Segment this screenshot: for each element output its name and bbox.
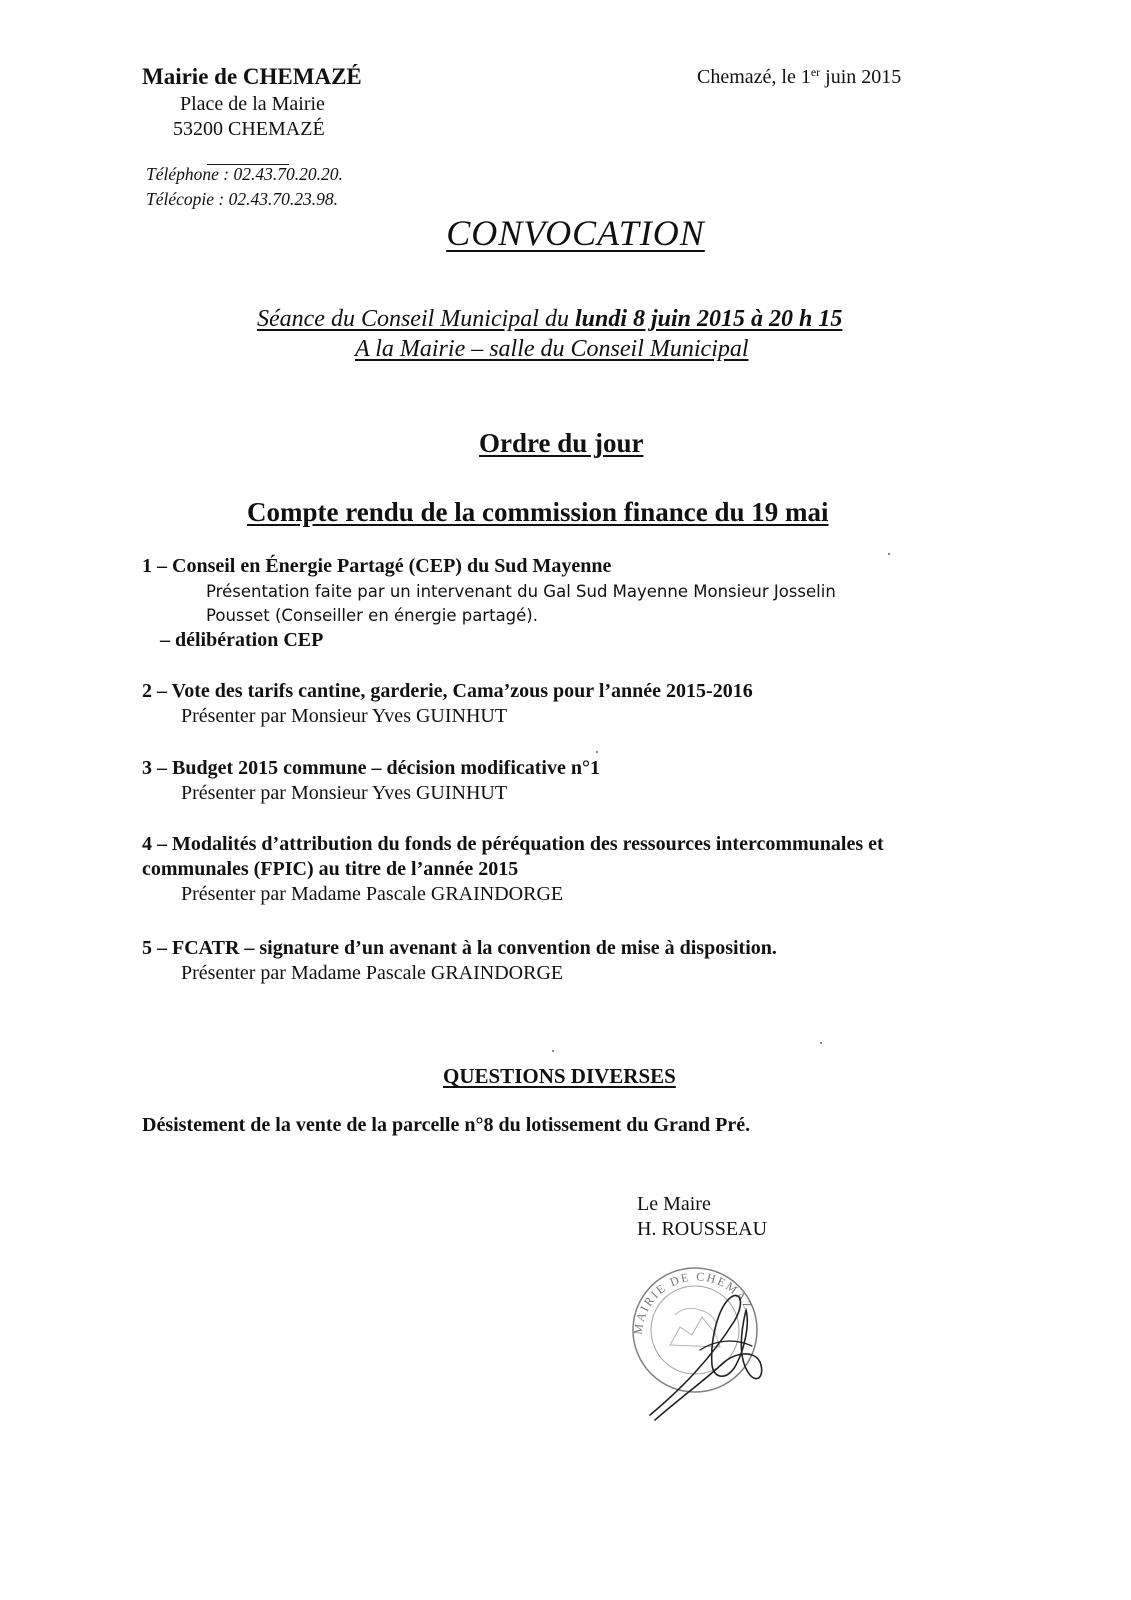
agenda-item-4-title-2: communales (FPIC) au titre de l’année 2015 <box>142 858 519 880</box>
scan-speck <box>820 1042 822 1044</box>
agenda-item-5-title: 5 – FCATR – signature d’un avenant à la convention de mise à disposition. <box>142 937 777 959</box>
agenda-item-2-title: 2 – Vote des tarifs cantine, garderie, Cama’zous pour l’année 2015-2016 <box>142 680 753 702</box>
date-suffix: juin 2015 <box>820 66 902 88</box>
scan-speck <box>888 553 890 555</box>
agenda-item-1-sub: – délibération CEP <box>160 629 324 651</box>
questions-heading: QUESTIONS DIVERSES <box>443 1064 676 1088</box>
meeting-line-1 <box>257 306 842 333</box>
agenda-item-1-title: 1 – Conseil en Énergie Partagé (CEP) du Sud Mayenne <box>142 555 612 577</box>
page-title: CONVOCATION <box>446 213 705 253</box>
stamp-text: MAIRIE DE CHEMAZE <box>615 1244 757 1336</box>
telephone: Téléphone : 02.43.70.20.20. <box>146 164 343 184</box>
date-superscript: er <box>810 64 821 79</box>
agenda-item-3-presenter: Présenter par Monsieur Yves GUINHUT <box>181 782 508 804</box>
signature-name: H. ROUSSEAU <box>637 1218 768 1240</box>
meeting-italic: Séance du Conseil Municipal du <box>257 306 575 332</box>
meeting-line-2: A la Mairie – salle du Conseil Municipal <box>355 336 749 362</box>
date-line <box>697 66 901 89</box>
org-name: Mairie de CHEMAZÉ <box>142 64 362 89</box>
address-line-2: 53200 CHEMAZÉ <box>173 118 325 140</box>
signature-role: Le Maire <box>637 1193 711 1215</box>
date-prefix: Chemazé, le 1 <box>697 66 811 88</box>
questions-text: Désistement de la vente de la parcelle n°8 du lotissement du Grand Pré. <box>142 1114 751 1136</box>
report-heading: Compte rendu de la commission finance du 19 mai <box>247 497 829 527</box>
agenda-item-5-presenter: Présenter par Madame Pascale GRAINDORGE <box>181 962 564 984</box>
scan-speck <box>596 751 598 753</box>
address-line-1: Place de la Mairie <box>180 93 325 115</box>
agenda-item-1-detail-2: Pousset (Conseiller en énergie partagé). <box>206 606 538 625</box>
handwritten-signature-icon <box>640 1280 780 1430</box>
agenda-item-3-title: 3 – Budget 2015 commune – décision modificative n°1 <box>142 757 600 779</box>
agenda-item-4-title-1: 4 – Modalités d’attribution du fonds de péréquation des ressources intercommunales et <box>142 833 884 855</box>
meeting-date: lundi 8 juin 2015 à 20 h 15 <box>574 306 843 332</box>
agenda-heading: Ordre du jour <box>479 428 644 458</box>
telecopie: Télécopie : 02.43.70.23.98. <box>146 189 338 209</box>
agenda-item-4-presenter: Présenter par Madame Pascale GRAINDORGE <box>181 883 564 905</box>
agenda-item-1-detail-1: Présentation faite par un intervenant du Gal Sud Mayenne Monsieur Josselin <box>206 582 836 601</box>
agenda-item-2-presenter: Présenter par Monsieur Yves GUINHUT <box>181 705 508 727</box>
scan-speck <box>552 1050 554 1052</box>
